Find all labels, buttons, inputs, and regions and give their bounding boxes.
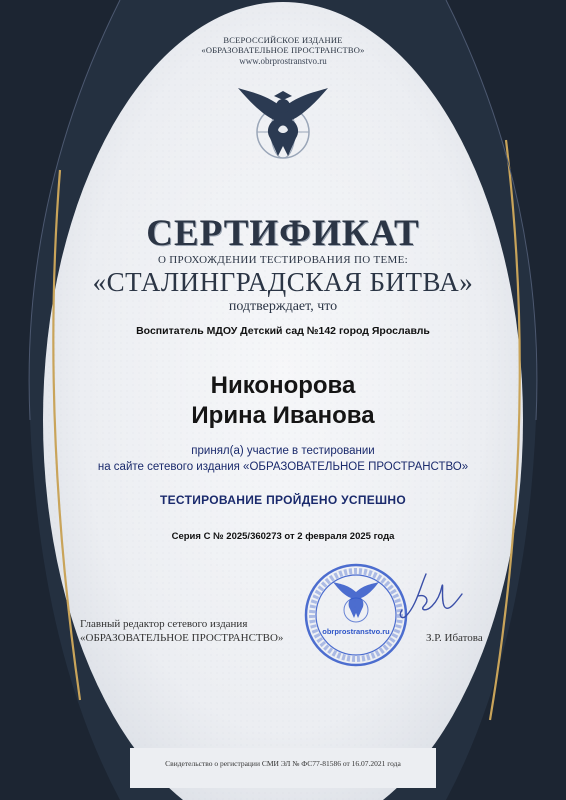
confirms-text: подтверждает, что xyxy=(228,299,338,314)
participation-line1: принял(а) участие в тестировании xyxy=(191,445,375,457)
certificate-title: СЕРТИФИКАТ xyxy=(146,213,420,254)
test-result: ТЕСТИРОВАНИЕ ПРОЙДЕНО УСПЕШНО xyxy=(159,493,407,507)
editor-title-line1: Главный редактор сетевого издания xyxy=(80,618,248,630)
recipient-position: Воспитатель МДОУ Детский сад №142 город Ярославль xyxy=(136,325,430,337)
publisher-line1: ВСЕРОССИЙСКОЕ ИЗДАНИЕ xyxy=(223,35,343,45)
bird-globe-logo-icon xyxy=(236,74,330,166)
stamp-text: obrprostranstvo.ru xyxy=(322,627,390,636)
publisher-url: www.obrprostranstvo.ru xyxy=(239,56,327,66)
registration-footer: Свидетельство о регистрации СМИ ЭЛ № ФС77-81586 от 16.07.2021 года xyxy=(165,759,401,768)
participation-line2: на сайте сетевого издания «ОБРАЗОВАТЕЛЬНОЕ ПРОСТРАНСТВО» xyxy=(97,461,469,473)
certificate-topic: «СТАЛИНГРАДСКАЯ БИТВА» xyxy=(92,267,474,297)
recipient-given-names: Ирина Иванова xyxy=(191,402,375,429)
editor-name: З.Р. Ибатова xyxy=(426,632,483,644)
handwritten-signature xyxy=(396,566,470,624)
editor-title-line2: «ОБРАЗОВАТЕЛЬНОЕ ПРОСТРАНСТВО» xyxy=(80,632,284,644)
official-stamp xyxy=(303,562,409,668)
recipient-surname: Никонорова xyxy=(210,372,356,399)
certificate-series: Серия С № 2025/360273 от 2 февраля 2025 года xyxy=(171,531,395,542)
publisher-line2: «ОБРАЗОВАТЕЛЬНОЕ ПРОСТРАНСТВО» xyxy=(201,45,365,55)
certificate-subtitle: О ПРОХОЖДЕНИИ ТЕСТИРОВАНИЯ ПО ТЕМЕ: xyxy=(157,254,409,266)
